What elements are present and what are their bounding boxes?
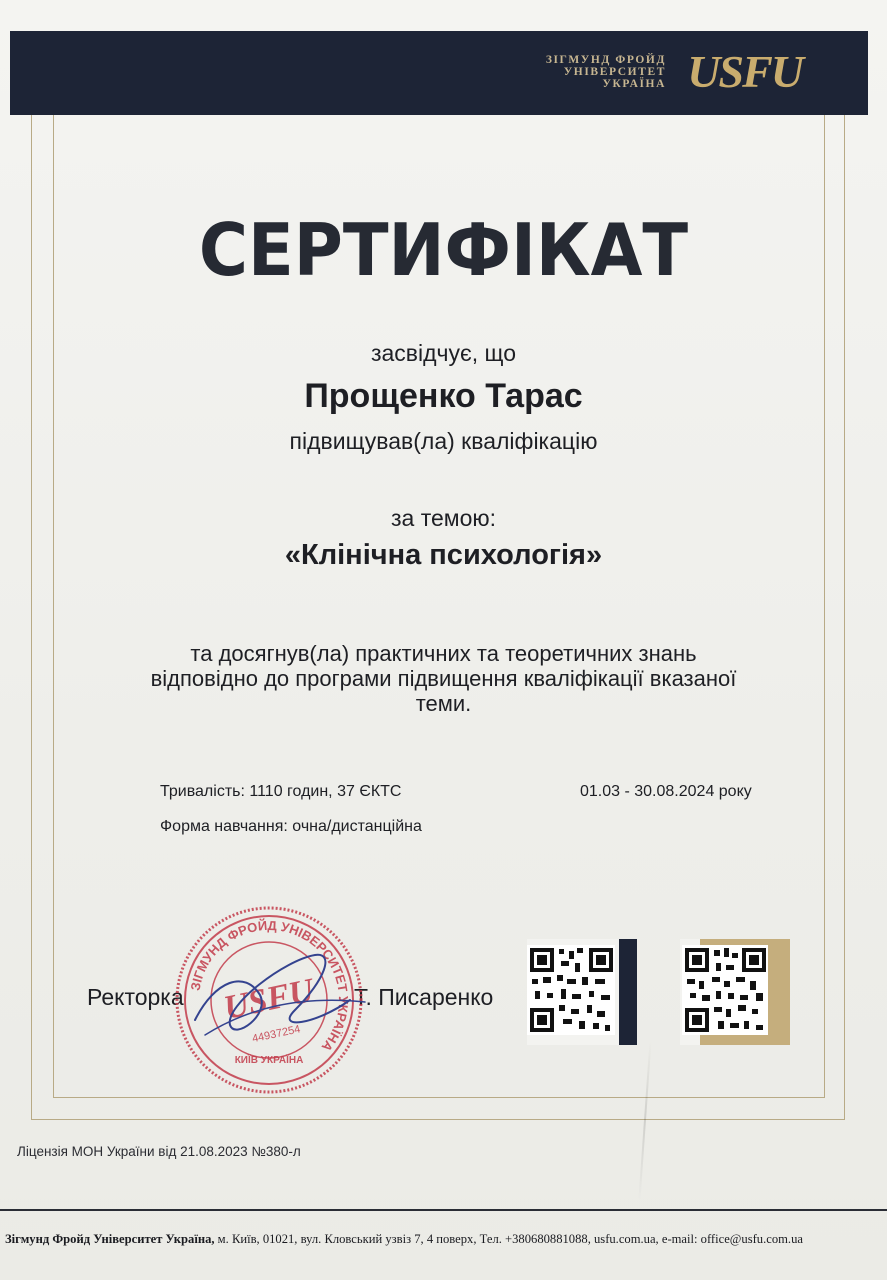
- signatory-role: Ректорка: [87, 984, 184, 1010]
- recipient-name: Прощенко Тарас: [304, 377, 583, 415]
- qr-code-1: [527, 939, 637, 1045]
- certificate-title: СЕРТИФІКАТ: [198, 208, 689, 292]
- topic-title: «Клінічна психологія»: [284, 539, 603, 571]
- brand-line-1: ЗІГМУНД ФРОЙД: [545, 54, 666, 66]
- signatory-name: Т. Писаренко: [354, 984, 494, 1010]
- achievement-line-1: та досягнув(ла) практичних та теоретичних знань: [190, 641, 697, 666]
- header-band: [10, 31, 868, 115]
- qr-code-2: [680, 939, 790, 1045]
- footer-org: Зігмунд Фройд Університет Україна,: [5, 1232, 215, 1246]
- achievement-line-3: теми.: [415, 691, 472, 716]
- footer-address: м. Київ, 01021, вул. Кловський узвіз 7, 4 поверх, Тел. +380680881088, usfu.com.ua, e-mail: office@usfu.com.ua: [214, 1232, 803, 1246]
- handwritten-signature: [175, 940, 385, 1060]
- date-range: 01.03 - 30.08.2024 року: [580, 783, 752, 800]
- achievement-text: [0, 641, 887, 716]
- duration-text: Тривалість: 1110 годин, 37 ЄКТС: [160, 783, 402, 800]
- seal-code: 44937254: [251, 1023, 302, 1046]
- seal-ring-text: ЗІГМУНД ФРОЙД УНІВЕРСИТЕТ УКРАЇНА: [187, 917, 352, 1055]
- certifies-text: засвідчує, що: [370, 340, 517, 366]
- university-name: [546, 54, 666, 90]
- brand-line-3: УКРАЇНА: [602, 78, 666, 90]
- brand-line-2: УНІВЕРСИТЕТ: [563, 66, 666, 78]
- usfu-logo: USFU: [687, 46, 802, 97]
- seal-city: КИЇВ УКРАЇНА: [234, 1055, 304, 1066]
- achievement-line-2: відповідно до програми підвищення кваліфікації вказаної: [150, 666, 737, 691]
- footer-contacts: [5, 1232, 803, 1247]
- topic-label: за темою:: [390, 505, 497, 531]
- seal-logo: USFU: [220, 971, 318, 1028]
- qualification-text: підвищував(ла) кваліфікацію: [289, 428, 598, 454]
- footer-divider: [0, 1209, 887, 1211]
- study-form-text: Форма навчання: очна/дистанційна: [160, 818, 422, 835]
- license-text: Ліцензія МОН України від 21.08.2023 №380-л: [17, 1144, 301, 1159]
